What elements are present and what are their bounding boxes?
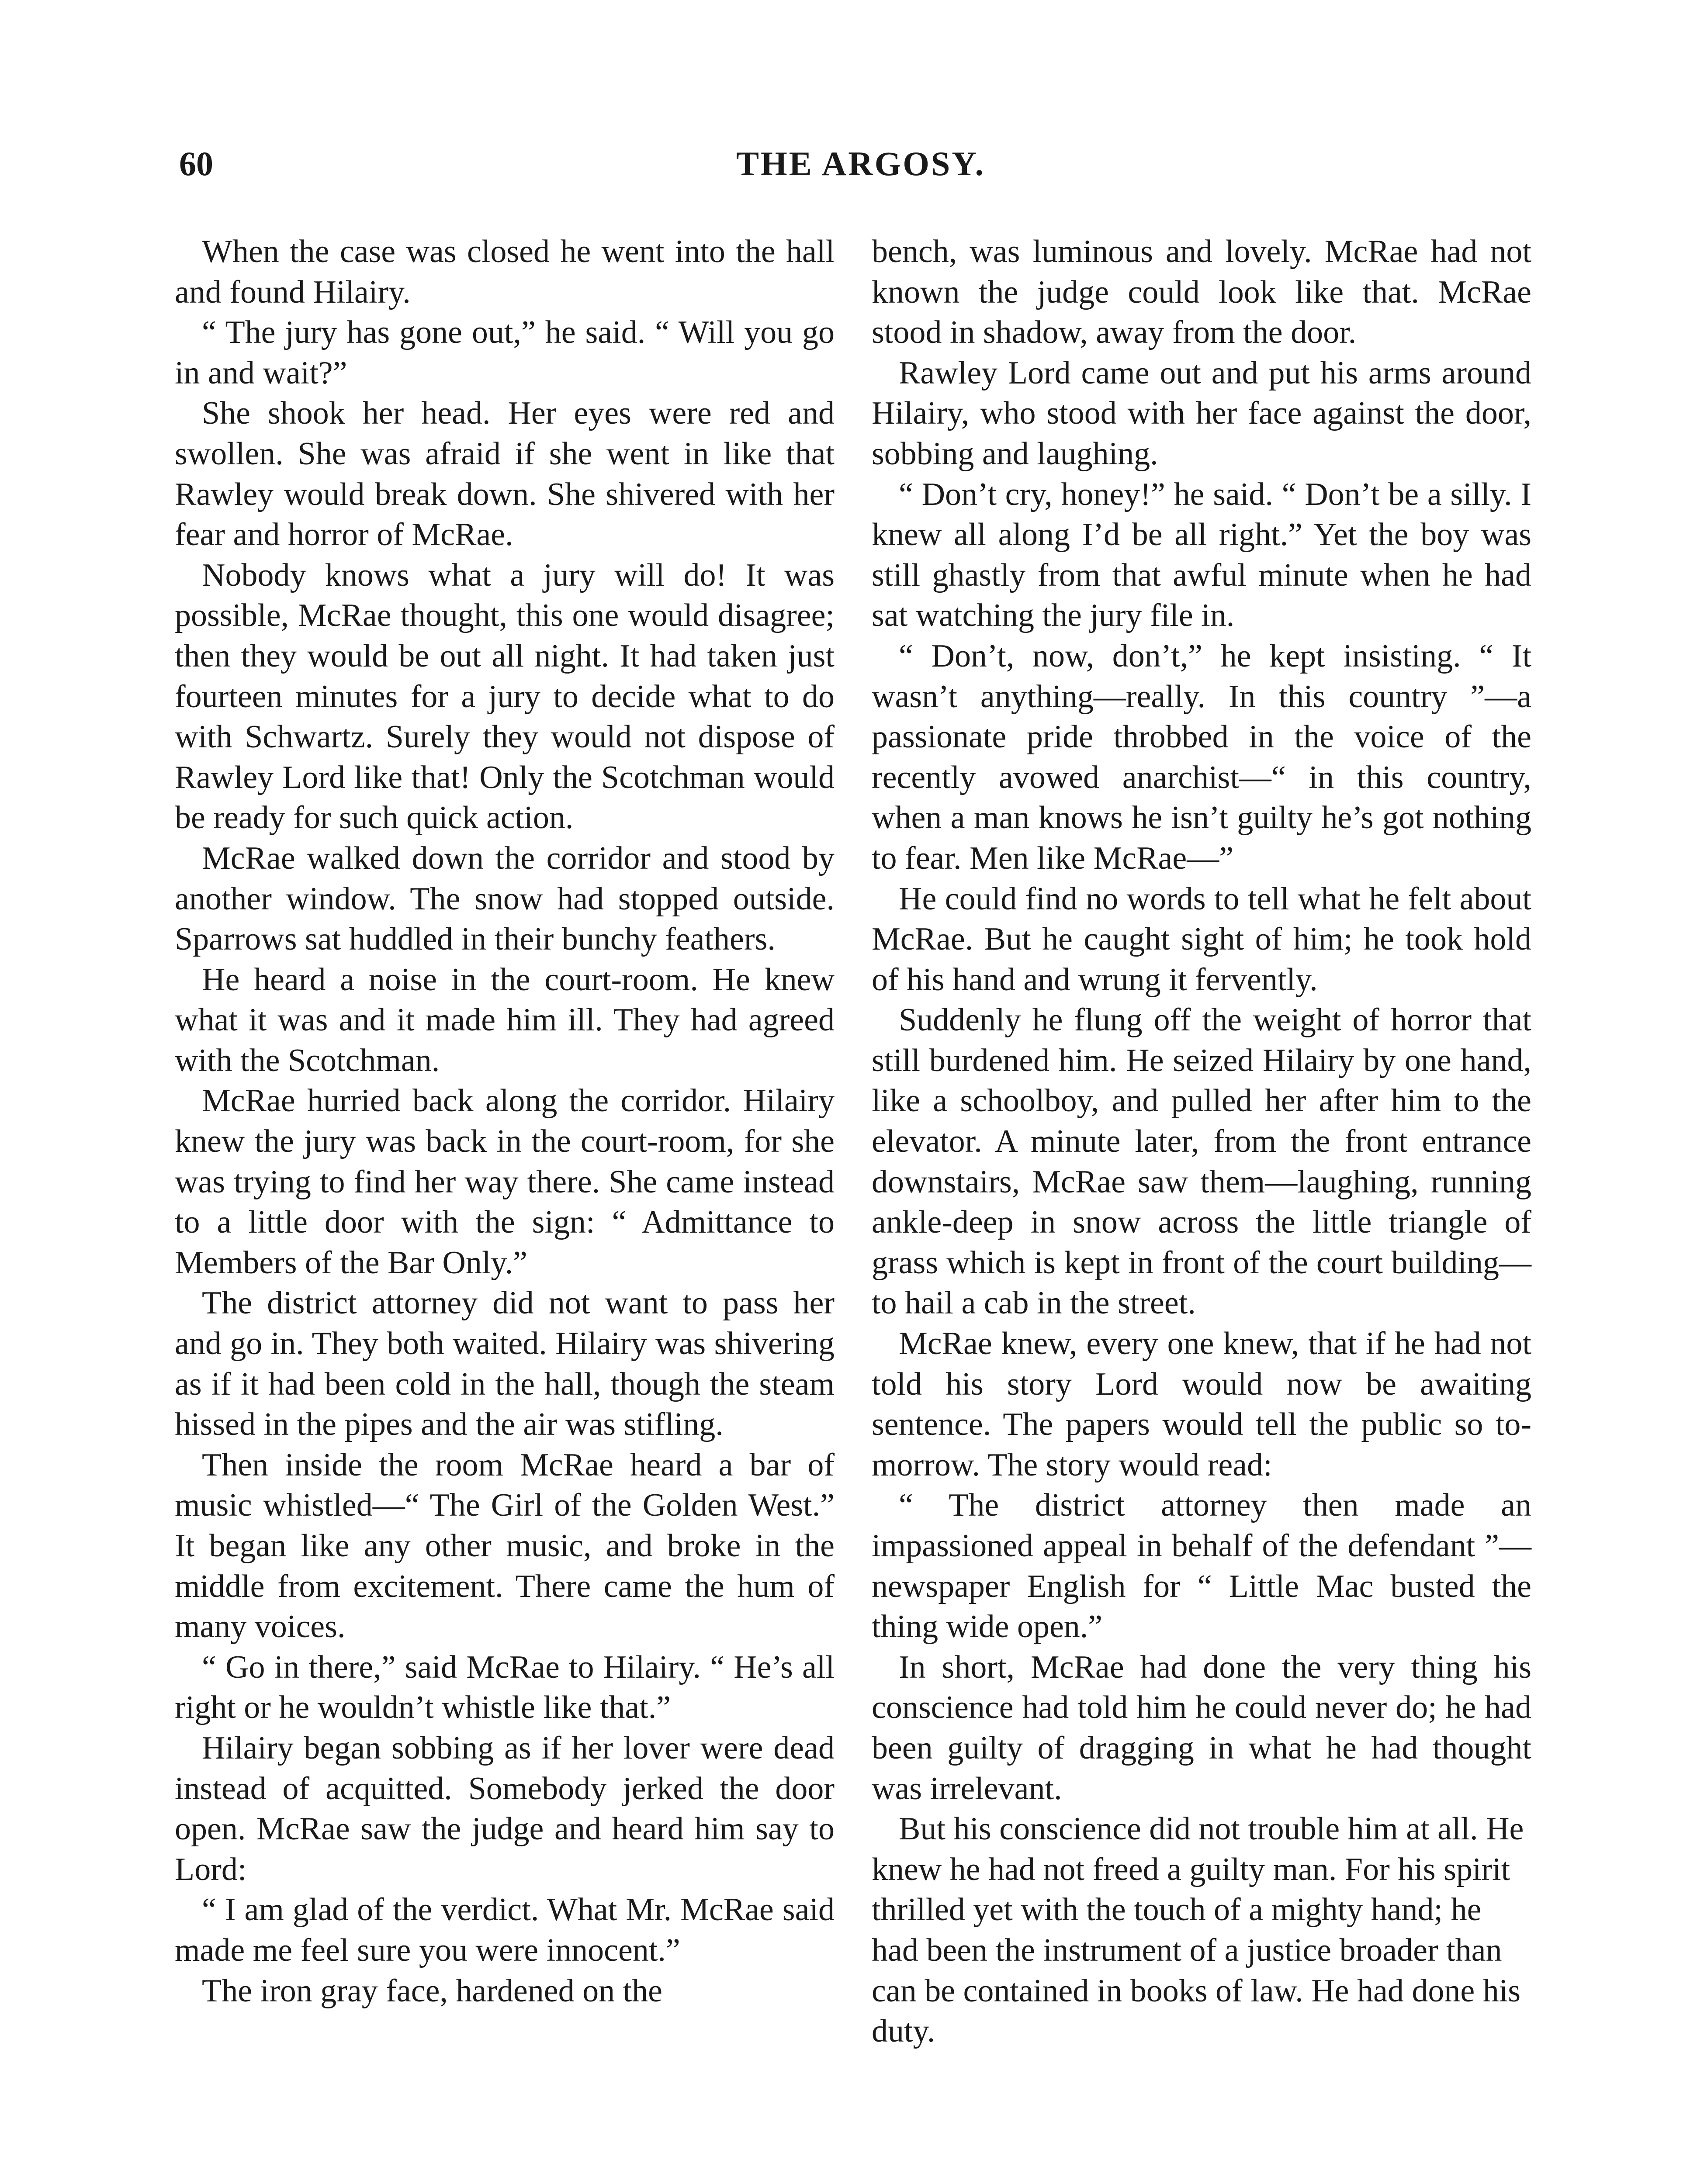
paragraph: Suddenly he flung off the weight of horror that still burdened him. He seized Hilairy by one hand, like a schoolboy, and pulled her after him to the elevator. A minute later, from the front entrance downstairs, McRae saw them—laughing, running ankle-deep in snow across the little triangle of grass which is kept in front of the court building—to hail a cab in the street. [872, 1002, 1531, 1321]
paragraph: “ The district attorney then made an impassioned appeal in behalf of the defendant ”—newspaper English for “ Little Mac busted the thing wide open.” [872, 1487, 1531, 1645]
paragraph: Rawley Lord came out and put his arms around Hilairy, who stood with her face against the door, sobbing and laughing. [872, 355, 1531, 472]
paragraph: Hilairy began sobbing as if her lover were dead instead of acquitted. Somebody jerked the door open. McRae saw the judge and heard him say to Lord: [175, 1730, 835, 1887]
paragraph: When the case was closed he went into the hall and found Hilairy. [175, 234, 835, 310]
paragraph: “ The jury has gone out,” he said. “ Will you go in and wait?” [175, 314, 835, 391]
paragraph: “ Go in there,” said McRae to Hilairy. “ He’s all right or he wouldn’t whistle like that.” [175, 1649, 835, 1726]
page-header [175, 144, 1547, 205]
paragraph: McRae hurried back along the corridor. Hilairy knew the jury was back in the court-room, for she was trying to find her way there. She came instead to a little door with the sign: “ Admittance to Members of the Bar Only.” [175, 1083, 835, 1281]
running-head: THE ARGOSY. [736, 145, 985, 183]
paragraph: “ I am glad of the verdict. What Mr. McRae said made me feel sure you were innocent.” [175, 1892, 835, 1968]
paragraph: He could find no words to tell what he felt about McRae. But he caught sight of him; he took hold of his hand and wrung it fervently. [872, 881, 1531, 998]
paragraph: The iron gray face, hardened on the [202, 1973, 662, 2009]
paragraph: But his conscience did not trouble him at all. He knew he had not freed a guilty man. For his spirit thrilled yet with the touch of a mighty hand; he had been the instrument of a justice broader than can be contained in books of law. He had done his duty. [872, 1811, 1524, 2049]
paragraph: bench, was luminous and lovely. McRae had not known the judge could look like that. McRae stood in shadow, away from the door. [872, 234, 1531, 351]
paragraph: He heard a noise in the court-room. He knew what it was and it made him ill. They had agreed with the Scotchman. [175, 961, 835, 1078]
left-column [175, 232, 835, 2011]
paragraph: In short, McRae had done the very thing his conscience had told him he could never do; he had been guilty of dragging in what he had thought was irrelevant. [872, 1649, 1531, 1807]
paragraph: The district attorney did not want to pass her and go in. They both waited. Hilairy was shivering as if it had been cold in the hall, though the steam hissed in the pipes and the air was stifling. [175, 1285, 835, 1443]
paragraph: Then inside the room McRae heard a bar of music whistled—“ The Girl of the Golden West.” It began like any other music, and broke in the middle from excitement. There came the hum of many voices. [175, 1447, 835, 1645]
paragraph: Nobody knows what a jury will do! It was possible, McRae thought, this one would disagree; then they would be out all night. It had taken just fourteen minutes for a jury to decide what to do with Schwartz. Surely they would not dispose of Rawley Lord like that! Only the Scotchman would be ready for such quick action. [175, 557, 835, 836]
paragraph: She shook her head. Her eyes were red and swollen. She was afraid if she went in like that Rawley would break down. She shivered with her fear and horror of McRae. [175, 395, 835, 553]
paragraph: McRae knew, every one knew, that if he had not told his story Lord would now be awaiting sentence. The papers would tell the public so to-morrow. The story would read: [872, 1326, 1531, 1483]
page-number: 60 [179, 145, 213, 183]
paragraph: “ Don’t, now, don’t,” he kept insisting. “ It wasn’t anything—really. In this country ”—a passionate pride throbbed in the voice of the recently avowed anarchist—“ in this country, when a man knows he isn’t guilty he’s got nothing to fear. Men like McRae—” [872, 638, 1531, 876]
paragraph: “ Don’t cry, honey!” he said. “ Don’t be a silly. I knew all along I’d be all right.” Yet the boy was still ghastly from that awful minute when he had sat watching the jury file in. [872, 476, 1531, 634]
right-column [872, 232, 1531, 2052]
paragraph: McRae walked down the corridor and stood by another window. The snow had stopped outside. Sparrows sat huddled in their bunchy feathers. [175, 840, 835, 957]
